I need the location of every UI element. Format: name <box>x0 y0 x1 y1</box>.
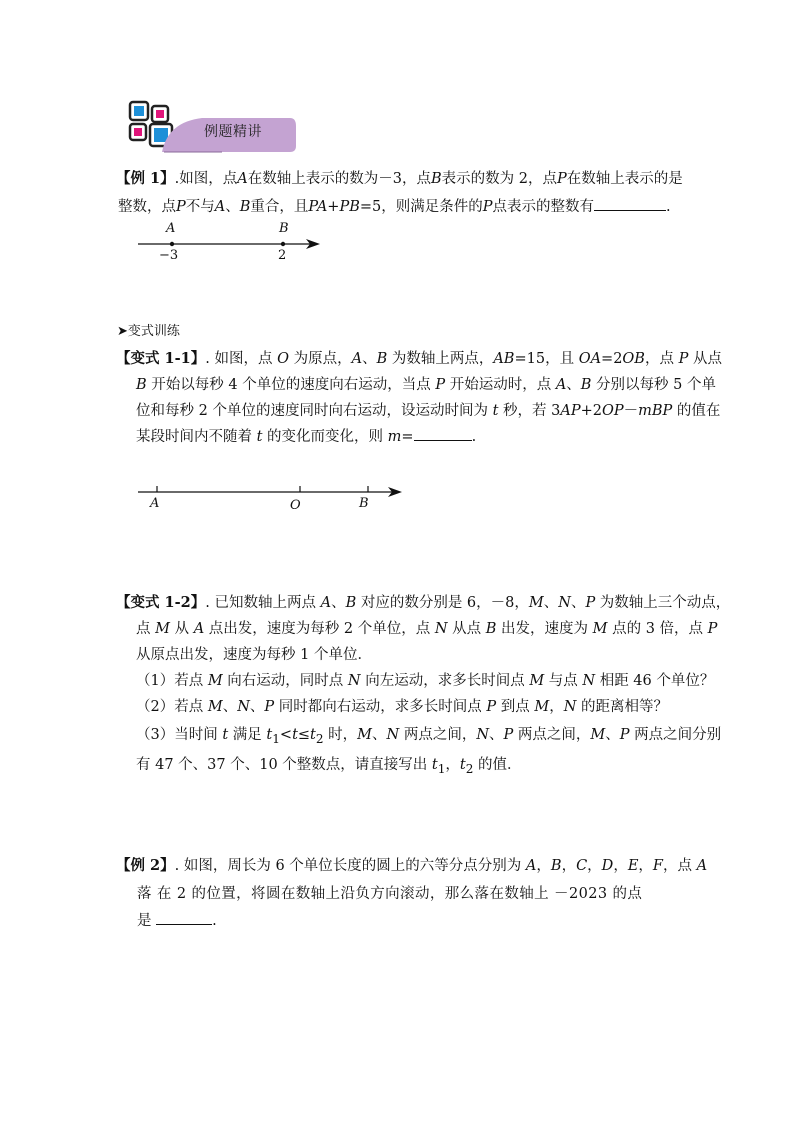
variant-1-2-tag: 【变式 1-2】 <box>116 594 206 611</box>
variant-1-2-line-1: 【变式 1-2】. 已知数轴上两点 A、B 对应的数分别是 6，－8，M、N、P 为数轴上三个动点， <box>116 594 731 611</box>
number-line-2-label-o: O <box>290 498 301 513</box>
number-line-1-label-a: A <box>166 221 176 236</box>
variant-1-1-line-4: 某段时间内不随着 t 的变化而变化，则 m= . <box>136 424 476 450</box>
variant-1-1-tag: 【变式 1-1】 <box>116 350 206 367</box>
example-1-tag: 【例 1】 <box>116 170 175 187</box>
answer-blank <box>414 426 472 441</box>
example-1-line-1: 【例 1】.如图，点A在数轴上表示的数为－3，点B表示的数为 2，点P在数轴上表示的是 <box>116 170 683 187</box>
number-line-1-value-b: 2 <box>278 248 287 263</box>
example-2-line-3: 是 . <box>137 908 217 934</box>
variant-1-2-question-3-cont: 有 47 个、37 个、10 个整数点，请直接写出 $t_1$，$t_2$ 的值． <box>136 757 522 776</box>
example-2-tag: 【例 2】 <box>116 857 175 874</box>
example-2-line-2: 落 在 2 的位置，将圆在数轴上沿负方向滚动，那么落在数轴上 －2023 的点 <box>137 886 643 902</box>
practice-header: ➤变式训练 <box>117 324 180 339</box>
variant-1-2-question-3: （3）当时间 t 满足 $t_1<t\le t_2$ 时，M、N 两点之间，N、P 两点之间，M、P 两点之间分别 <box>136 727 722 746</box>
variant-1-2-question-2: （2）若点 M、N、P 同时都向右运动，求多长时间点 P 到点 M，N 的距离相等？ <box>136 699 669 715</box>
variant-1-1-line-1: 【变式 1-1】. 如图，点 O 为原点，A、B 为数轴上两点，AB=15，且 OA=2OB，点 P 从点 <box>116 350 722 367</box>
variant-1-2-line-2: 点 M 从 A 点出发，速度为每秒 2 个单位，点 N 从点 B 出发，速度为 M 点的 3 倍，点 P <box>136 621 718 637</box>
answer-blank <box>156 910 212 925</box>
answer-blank <box>594 196 666 211</box>
number-line-2-label-a: A <box>150 496 160 511</box>
section-header <box>126 100 298 154</box>
number-line-1-value-a: −3 <box>159 248 179 263</box>
variant-1-2-line-3: 从原点出发，速度为每秒 1 个单位． <box>136 647 372 663</box>
number-line-2-label-b: B <box>359 496 369 511</box>
example-1-line-2: 整数，点P不与A、B重合，且PA+PB=5，则满足条件的P点表示的整数有 . <box>118 194 671 220</box>
section-title: 例题精讲 <box>204 124 262 140</box>
example-2-line-1: 【例 2】. 如图，周长为 6 个单位长度的圆上的六等分点分别为 A，B，C，D，E，F，点 A <box>116 857 708 874</box>
number-line-1-label-b: B <box>279 221 289 236</box>
variant-1-1-line-2: B 开始以每秒 4 个单位的速度向右运动，当点 P 开始运动时，点 A、B 分别以每秒 5 个单 <box>136 377 717 393</box>
variant-1-2-question-1: （1）若点 M 向右运动，同时点 N 向左运动，求多长时间点 M 与点 N 相距 46 个单位？ <box>136 673 715 689</box>
variant-1-1-line-3: 位和每秒 2 个单位的速度同时向右运动，设运动时间为 t 秒，若 3AP+2OP－mBP 的值在 <box>136 403 721 419</box>
arrow-icon: ➤ <box>117 324 128 339</box>
